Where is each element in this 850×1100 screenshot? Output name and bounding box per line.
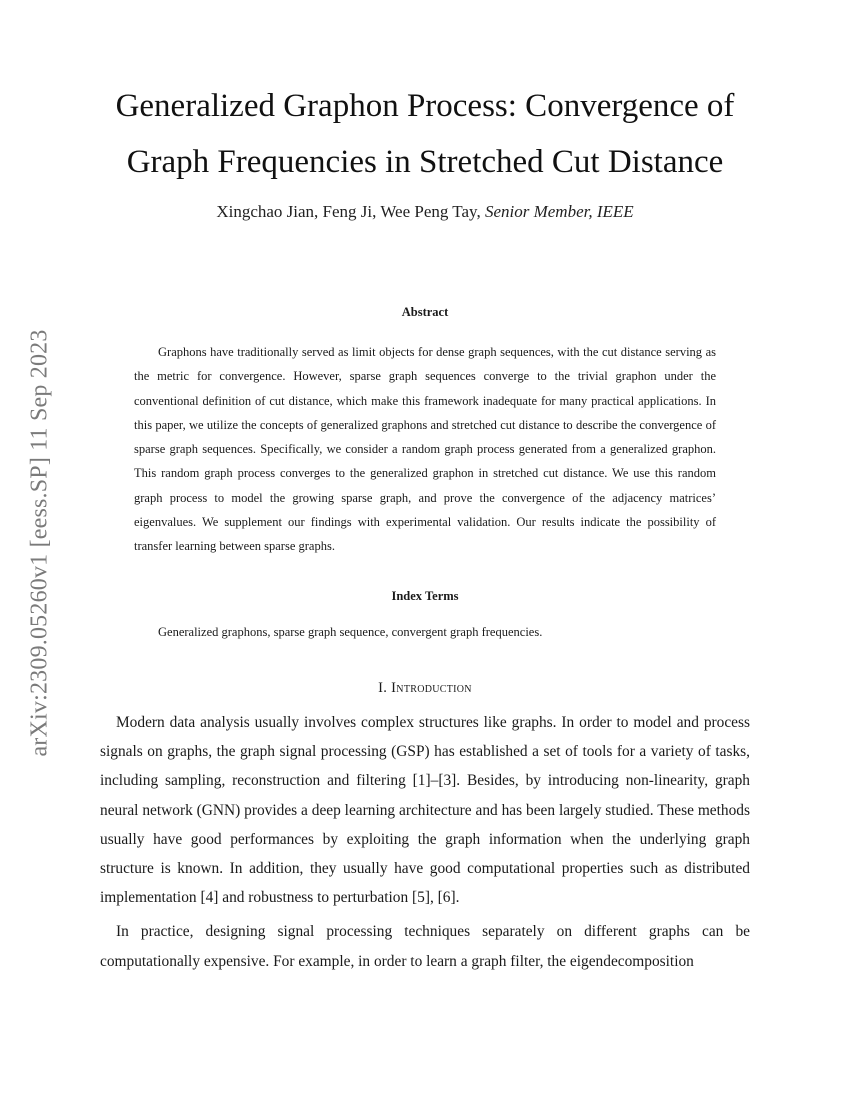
paragraph-2: In practice, designing signal processing techniques separately on different graphs can be computationally expensive. For example, in order to learn a graph filter, the eigendecomposition <box>100 923 750 970</box>
author-line <box>60 202 790 222</box>
index-terms-heading: Index Terms <box>391 589 459 603</box>
arxiv-stamp-text: arXiv:2309.05260v1 [eess.SP] 11 Sep 2023 <box>26 328 53 757</box>
title-line-1: Generalized Graphon Process: Convergence of <box>115 88 735 124</box>
abstract-heading: Abstract <box>401 305 449 319</box>
index-terms-text: Generalized graphons, sparse graph sequence, convergent graph frequencies. <box>158 625 543 639</box>
abstract-text: Graphons have traditionally served as limit objects for dense graph sequences, with the cut distance serving as the metric for convergence. However, sparse graph sequences converge to the trivial graphon under the conventional definition of cut distance, which make this framework inadequate for many practical applications. In this paper, we utilize the concepts of generalized graphons and stretched cut distance to describe the convergence of sparse graph sequences. Specifically, we consider a random graph process generated from a generalized graphon. This random graph process converges to the generalized graphon in stretched cut distance. We use this random graph process to model the growing sparse graph, and prove the convergence of the adjacency matrices’ eigenvalues. We supplement our findings with experimental validation. Our results indicate the possibility of transfer learning between sparse graphs. <box>134 345 716 554</box>
section-heading <box>60 680 790 697</box>
section-number: I. <box>378 680 388 696</box>
paragraph-1: Modern data analysis usually involves complex structures like graphs. In order to model and process signals on graphs, the graph signal processing (GSP) has established a set of tools for a variety of tasks, including sampling, reconstruction and filtering [1]–[3]. Besides, by introducing non-linearity, graph neural network (GNN) provides a deep learning architecture and has been largely studied. These methods usually have good performances by exploiting the graph information when the underlying graph structure is known. In addition, they usually have good computational properties such as distributed implementation [4] and robustness to perturbation [5], [6]. <box>100 714 750 907</box>
section-title: Introduction <box>391 680 472 696</box>
paper-title <box>60 78 790 190</box>
arxiv-stamp <box>20 290 60 795</box>
body-text <box>100 708 750 976</box>
author-membership: Senior Member, IEEE <box>484 202 634 221</box>
author-names: Xingchao Jian, Feng Ji, Wee Peng Tay, <box>216 202 481 221</box>
title-line-2: Graph Frequencies in Stretched Cut Distance <box>126 144 724 180</box>
